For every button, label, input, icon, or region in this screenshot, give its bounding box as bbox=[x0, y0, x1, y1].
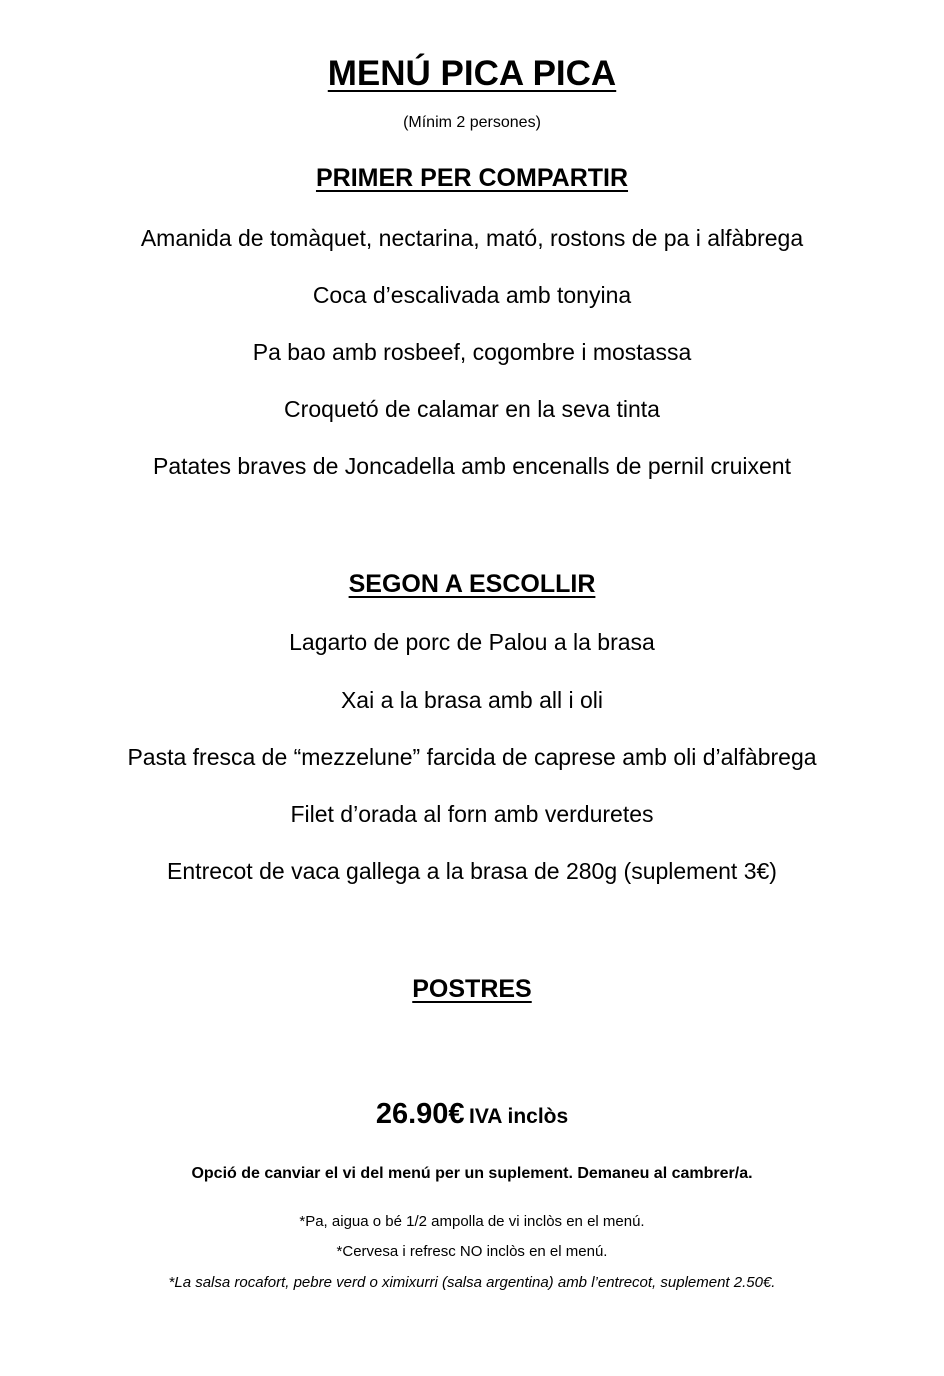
menu-price bbox=[0, 1100, 944, 1129]
dish-item: Croquetó de calamar en la seva tinta bbox=[284, 396, 660, 422]
dish-item: Pa bao amb rosbeef, cogombre i mostassa bbox=[252, 339, 692, 365]
wine-option-note: Opció de canviar el vi del menú per un suplement. Demaneu al cambrer/a. bbox=[191, 1165, 753, 1182]
menu-subtitle: (Mínim 2 persones) bbox=[403, 114, 541, 131]
section-heading-dessert: POSTRES bbox=[412, 975, 532, 1003]
dish-item: Patates braves de Joncadella amb encenalls de pernil cruixent bbox=[153, 453, 791, 479]
dish-item: Filet d’orada al forn amb verduretes bbox=[290, 801, 654, 827]
dish-item: Xai a la brasa amb all i oli bbox=[340, 687, 604, 713]
dish-item: Entrecot de vaca gallega a la brasa de 280g (suplement 3€) bbox=[167, 858, 777, 884]
section-heading-second: SEGON A ESCOLLIR bbox=[348, 570, 596, 598]
dish-item: Lagarto de porc de Palou a la brasa bbox=[289, 629, 655, 655]
price-amount: 26.90€ bbox=[375, 1098, 465, 1130]
dish-item: Amanida de tomàquet, nectarina, mató, rostons de pa i alfàbrega bbox=[140, 225, 804, 251]
footnote: *Cervesa i refresc NO inclòs en el menú. bbox=[336, 1243, 608, 1260]
section-heading-first: PRIMER PER COMPARTIR bbox=[315, 164, 629, 192]
menu-title: MENÚ PICA PICA bbox=[327, 54, 617, 93]
price-tax-note: IVA inclòs bbox=[468, 1105, 569, 1128]
footnote: *Pa, aigua o bé 1/2 ampolla de vi inclòs en el menú. bbox=[299, 1213, 645, 1230]
footnote-italic: *La salsa rocafort, pebre verd o ximixurri (salsa argentina) amb l’entrecot, suplement 2.50€. bbox=[168, 1274, 776, 1291]
dish-item: Coca d’escalivada amb tonyina bbox=[312, 282, 632, 308]
dish-item: Pasta fresca de “mezzelune” farcida de caprese amb oli d’alfàbrega bbox=[127, 744, 817, 770]
